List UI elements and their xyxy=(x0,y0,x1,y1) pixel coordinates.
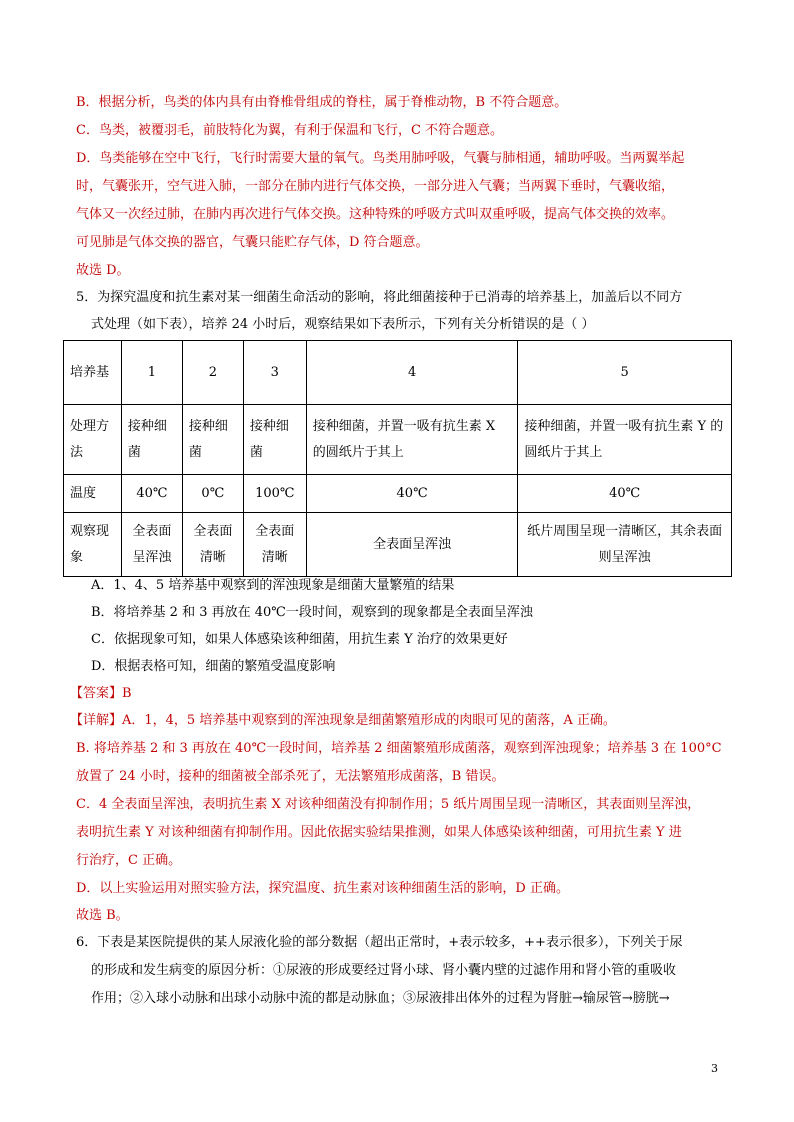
treatment-2: 接种细菌 xyxy=(182,405,243,475)
treatment-5: 接种细菌，并置一吸有抗生素 Y 的圆纸片于其上 xyxy=(518,405,732,475)
temperature-5: 40℃ xyxy=(518,475,732,513)
q6-line1: 6．下表是某医院提供的某人尿液化验的部分数据（超出正常时，+表示较多，++表示很多），下列关于尿 xyxy=(76,935,683,950)
q5-option-d: D．根据表格可知，细菌的繁殖受温度影响 xyxy=(91,659,336,674)
q5-detail-c-line1: C．4 全表面呈浑浊，表明抗生素 X 对该种细菌没有抑制作用；5 纸片周围呈现一清晰区，其表面则呈浑浊， xyxy=(76,797,701,812)
col-3: 3 xyxy=(243,341,306,405)
q5-detail-b-line1: B. 将培养基 2 和 3 再放在 40℃一段时间，培养基 2 细菌繁殖形成菌落，观察到浑浊现象；培养基 3 在 100°C xyxy=(76,741,722,756)
q5-detail-b-line2: 放置了 24 小时，接种的细菌被全部杀死了，无法繁殖形成菌落，B 错误。 xyxy=(76,769,505,784)
row-header-treatment: 处理方法 xyxy=(64,405,122,475)
observation-4: 全表面呈浑浊 xyxy=(306,513,518,577)
analysis-d-line3: 气体又一次经过肺，在肺内再次进行气体交换。这种特殊的呼吸方式叫双重呼吸，提高气体交换的效率。 xyxy=(76,207,675,222)
col-2: 2 xyxy=(182,341,243,405)
analysis-d-line2: 时，气囊张开，空气进入肺，一部分在肺内进行气体交换，一部分进入气囊；当两翼下垂时，气囊收缩， xyxy=(76,179,675,194)
row-header-observation: 观察现象 xyxy=(64,513,122,577)
q5-detail-d: D．以上实验运用对照实验方法，探究温度、抗生素对该种细菌生活的影响，D 正确。 xyxy=(76,881,569,896)
temperature-3: 100℃ xyxy=(243,475,306,513)
q5-option-b: B．将培养基 2 和 3 再放在 40℃一段时间，观察到的现象都是全表面呈浑浊 xyxy=(91,605,533,620)
q6-line3: 作用；②入球小动脉和出球小动脉中流的都是动脉血；③尿液排出体外的过程为肾脏→输尿管→膀胱→ xyxy=(91,991,670,1006)
q5-detail-c-line3: 行治疗，C 正确。 xyxy=(76,853,182,868)
row-header-temperature: 温度 xyxy=(64,475,122,513)
observation-2: 全表面清晰 xyxy=(182,513,243,577)
q5-stem-line2: 式处理（如下表），培养 24 小时后，观察结果如下表所示，下列有关分析错误的是（ ） xyxy=(91,317,595,332)
experiment-table xyxy=(63,340,732,577)
q6-line2: 的形成和发生病变的原因分析：①尿液的形成要经过肾小球、肾小囊内壁的过滤作用和肾小管的重吸收 xyxy=(91,963,677,978)
analysis-c: C．鸟类，被覆羽毛，前肢特化为翼，有利于保温和飞行，C 不符合题意。 xyxy=(76,123,504,138)
observation-3: 全表面清晰 xyxy=(243,513,306,577)
table-row xyxy=(64,341,732,405)
treatment-3: 接种细菌 xyxy=(243,405,306,475)
q5-option-c: C．依据现象可知，如果人体感染该种细菌，用抗生素 Y 治疗的效果更好 xyxy=(91,632,508,647)
analysis-d-line4: 可见肺是气体交换的器官，气囊只能贮存气体，D 符合题意。 xyxy=(76,235,429,250)
observation-5: 纸片周围呈现一清晰区，其余表面则呈浑浊 xyxy=(518,513,732,577)
table-row xyxy=(64,405,732,475)
table-row xyxy=(64,513,732,577)
table-row xyxy=(64,475,732,513)
temperature-2: 0℃ xyxy=(182,475,243,513)
q5-detail-a: 【详解】A．1，4，5 培养基中观察到的浑浊现象是细菌繁殖形成的肉眼可见的菌落，A 正确。 xyxy=(70,713,616,728)
analysis-d-line1: D．鸟类能够在空中飞行，飞行时需要大量的氧气。鸟类用肺呼吸，气囊与肺相通，辅助呼吸。当两翼举起 xyxy=(76,151,685,166)
q5-detail-c-line2: 表明抗生素 Y 对该种细菌有抑制作用。因此依据实验结果推测，如果人体感染该种细菌，可用抗生素 Y 进 xyxy=(76,825,682,840)
col-1: 1 xyxy=(121,341,182,405)
observation-1: 全表面呈浑浊 xyxy=(121,513,182,577)
page-number: 3 xyxy=(711,1062,718,1075)
q5-stem-line1: 5．为探究温度和抗生素对某一细菌生命活动的影响，将此细菌接种于已消毒的培养基上，加盖后以不同方 xyxy=(76,290,683,305)
col-5: 5 xyxy=(518,341,732,405)
temperature-1: 40℃ xyxy=(121,475,182,513)
treatment-4: 接种细菌，并置一吸有抗生素 X 的圆纸片于其上 xyxy=(306,405,518,475)
analysis-conclusion: 故选 D。 xyxy=(76,263,130,278)
q5-answer: 【答案】B xyxy=(70,686,132,701)
treatment-1: 接种细菌 xyxy=(121,405,182,475)
q5-detail-conclusion: 故选 B。 xyxy=(76,908,129,923)
row-header-medium: 培养基 xyxy=(64,341,122,405)
analysis-b: B．根据分析，鸟类的体内具有由脊椎骨组成的脊柱，属于脊椎动物，B 不符合题意。 xyxy=(76,95,568,110)
col-4: 4 xyxy=(306,341,518,405)
q5-option-a: A．1、4、5 培养基中观察到的浑浊现象是细菌大量繁殖的结果 xyxy=(91,578,455,593)
temperature-4: 40℃ xyxy=(306,475,518,513)
